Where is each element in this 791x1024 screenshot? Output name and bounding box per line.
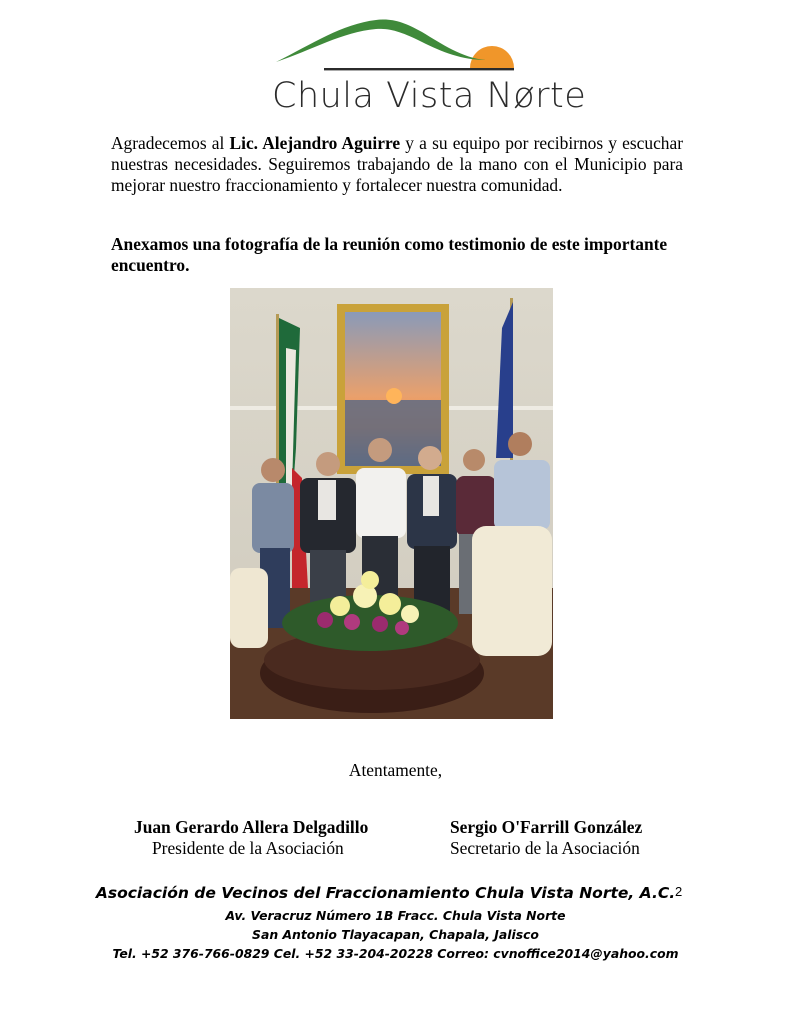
signatory-name: Juan Gerardo Allera Delgadillo [134,817,369,837]
logo [272,14,587,118]
signatory-role: Presidente de la Asociación [152,838,344,858]
footer-address: Av. Veracruz Número 1B Fracc. Chula Vista Norte [225,908,566,923]
meeting-photo [230,288,553,719]
para-text: y a su equipo por recibirnos y escuchar nuestras necesidades. Seguiremos trabajando de la mano con el Municipio para mejorar nuestro fraccionamiento y fortalecer nuestra comunidad. [111,133,683,195]
photo-annex-paragraph: Anexamos una fotografía de la reunión como testimonio de este importante encuentro. [111,234,668,275]
logo-mountain-sun-icon [272,14,518,74]
footer [0,884,791,961]
logo-text: Chula Vista Nørte [272,76,587,116]
meeting-photo-image [230,288,553,719]
page-number: 2 [675,884,683,899]
acknowledgement-paragraph [111,133,683,196]
signatory-role: Secretario de la Asociación [450,838,640,858]
footer-city: San Antonio Tlayacapan, Chapala, Jalisco [252,927,539,942]
signatory-name: Sergio O'Farrill González [450,817,643,837]
footer-contact: Tel. +52 376-766-0829 Cel. +52 33-204-20228 Correo: cvnoffice2014@yahoo.com [112,946,679,961]
footer-org-name: Asociación de Vecinos del Fraccionamiento Chula Vista Norte, A.C. [95,884,676,902]
para-text: Agradecemos al [111,133,230,153]
honoree-name: Lic. Alejandro Aguirre [229,133,401,153]
signature-president [134,817,368,859]
closing-text: Atentamente, [348,760,443,780]
signature-secretary [450,817,642,859]
